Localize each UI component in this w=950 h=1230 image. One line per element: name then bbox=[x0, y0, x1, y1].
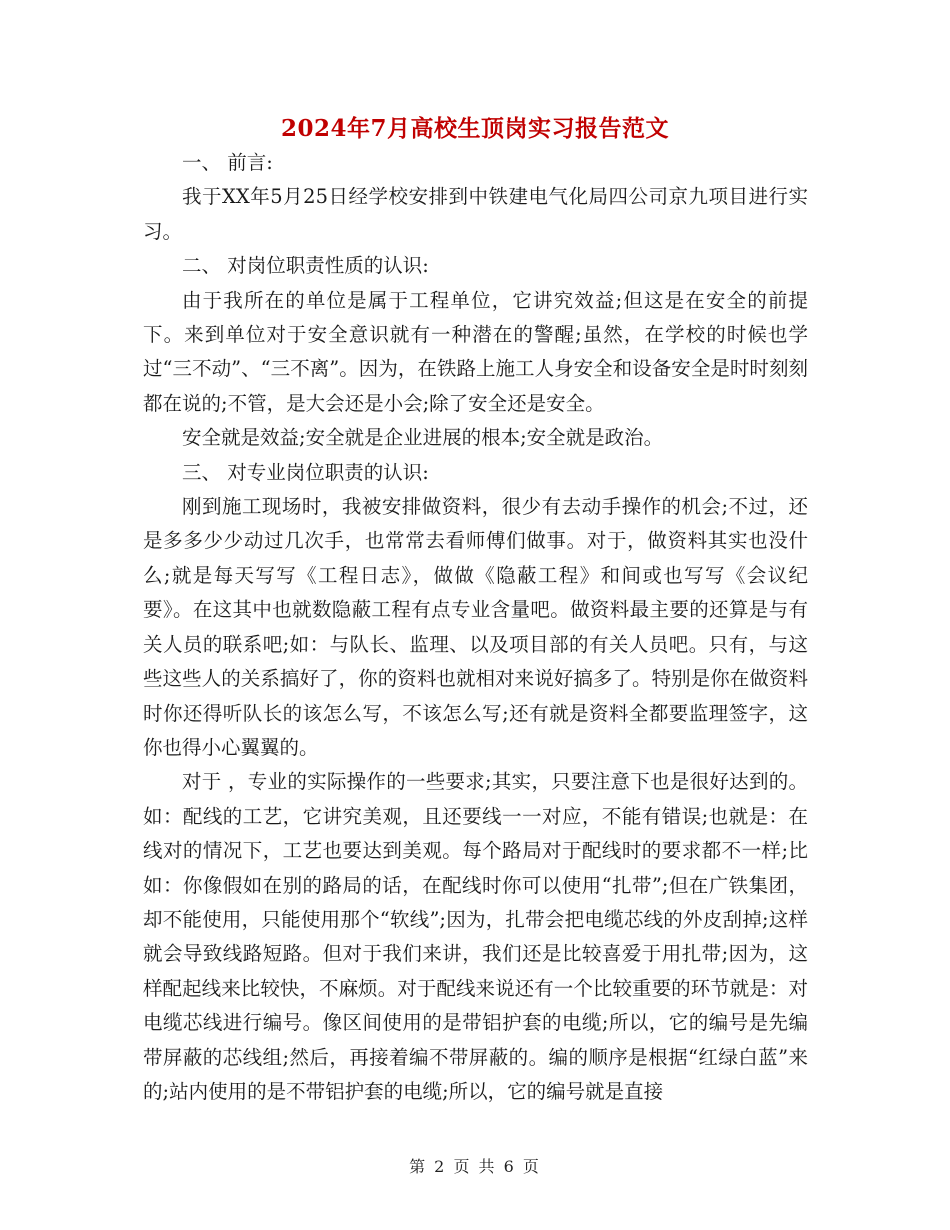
section-heading-professional-duty: 三、 对专业岗位职责的认识: bbox=[182, 460, 429, 484]
paragraph-documentation: 刚到施工现场时，我被安排做资料，很少有去动手操作的机会;不过，还是多多少少动过几次手，也常常去看师傅们做事。对于，做资料其实也没什么;就是每天写写《工程日志》，做做《隐蔽工程》和间或也写写《会议纪要》。在这其中也就数隐蔽工程有点专业含量吧。做资料最主要的还算是与有关人员的联系吧;如：与队长、监理、以及项目部的有关人员吧。只有，与这些这些人的关系搞好了，你的资料也就相对来说好搞多了。特别是你在做资料时你还得听队长的该怎么写，不该怎么写;还有就是资料全都要监理签字，这你也得小心翼翼的。 bbox=[143, 495, 808, 759]
document-body bbox=[143, 146, 808, 1109]
paragraph-safety: 由于我所在的单位是属于工程单位，它讲究效益;但这是在安全的前提下。来到单位对于安全意识就有一种潜在的警醒;虽然，在学校的时候也学过“三不动”、“三不离”。因为，在铁路上施工人身安全和设备安全是时时刻刻都在说的;不管，是大会还是小会;除了安全还是安全。 bbox=[143, 288, 808, 415]
paragraph-wiring: 对于 ，专业的实际操作的一些要求;其实，只要注意下也是很好达到的。如：配线的工艺，它讲究美观，且还要线一一对应，不能有错误;也就是：在线对的情况下，工艺也要达到美观。每个路局对于配线时的要求都不一样;比如：你像假如在别的路局的话，在配线时你可以使用“扎带”;但在广铁集团，却不能使用，只能使用那个“软线”;因为，扎带会把电缆芯线的外皮刮掉;这样就会导致线路短路。但对于我们来讲，我们还是比较喜爱于用扎带;因为，这样配起线来比较快，不麻烦。对于配线来说还有一个比较重要的环节就是：对电缆芯线进行编号。像区间使用的是带铝护套的电缆;所以，它的编号是先编带屏蔽的芯线组;然后，再接着编不带屏蔽的。编的顺序是根据“红绿白蓝”来的;站内使用的是不带铝护套的电缆;所以，它的编号就是直接 bbox=[143, 770, 808, 1103]
section-heading-job-nature: 二、 对岗位职责性质的认识: bbox=[182, 254, 429, 278]
paragraph-safety-motto: 安全就是效益;安全就是企业进展的根本;安全就是政治。 bbox=[182, 426, 664, 450]
section-heading-preface: 一、 前言: bbox=[182, 151, 273, 174]
page-footer: 第 2 页 共 6 页 bbox=[409, 1157, 541, 1176]
paragraph-preface: 我于XX年5月25日经学校安排到中铁建电气化局四公司京九项目进行实习。 bbox=[143, 185, 808, 243]
document-title: 2024年7月高校生顶岗实习报告范文 bbox=[280, 115, 670, 142]
